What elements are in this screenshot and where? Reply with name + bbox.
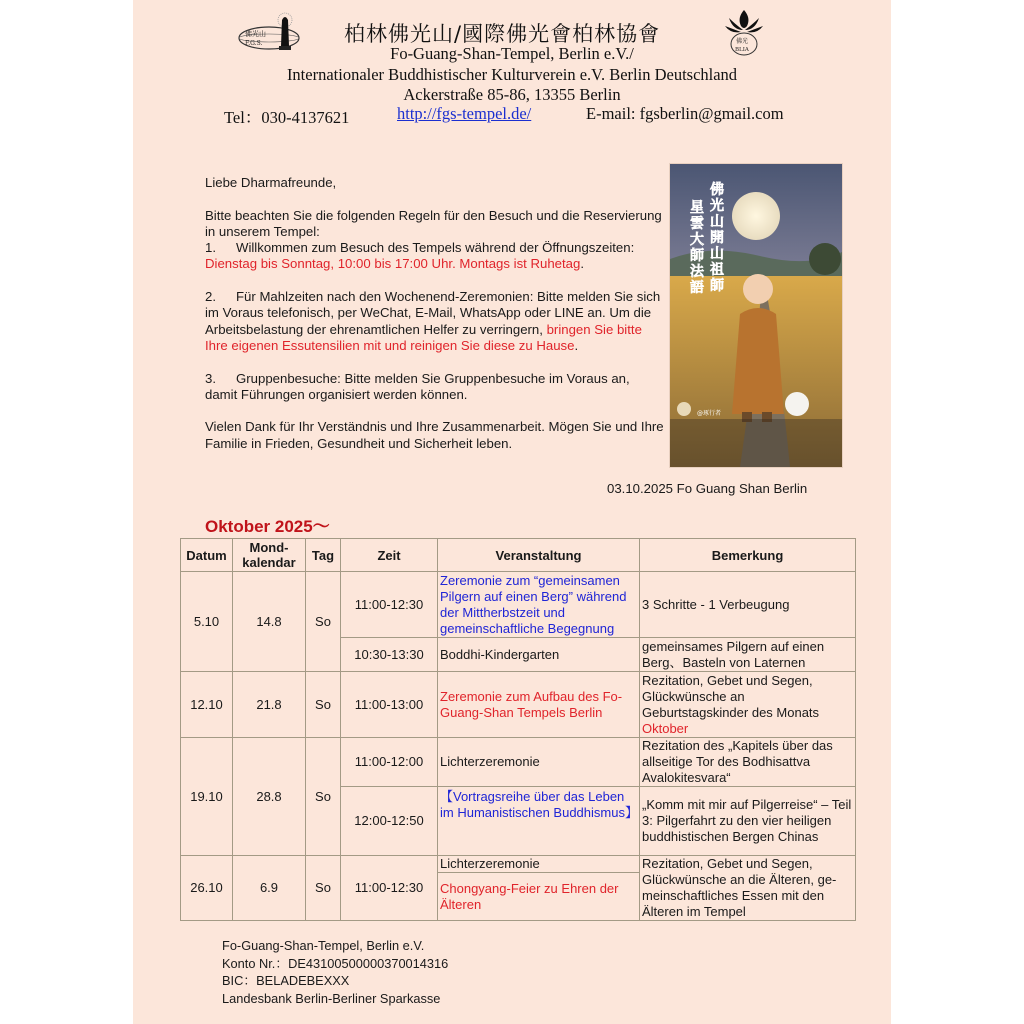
cell-datum: 19.10 bbox=[181, 738, 233, 856]
bank-name: Landesbank Berlin-Berliner Sparkasse bbox=[222, 990, 441, 1006]
org-title-cjk: 柏林佛光山/國際佛光會柏林協會 bbox=[344, 22, 661, 46]
rule-3: 3. Gruppenbesuche: Bitte melden Sie Gruppenbesuche im Voraus an, damit Führungen organisiert werden können. bbox=[205, 370, 630, 402]
bank-details bbox=[222, 937, 448, 1007]
cell-note: Rezitation des „Kapitels über das allseitige Tor des Bodhisattva Avalokitesvara“ bbox=[640, 738, 856, 787]
cell-event: Zeremonie zum Aufbau des Fo-Guang-Shan Tempels Berlin bbox=[438, 672, 640, 738]
table-row bbox=[181, 672, 856, 738]
schedule-table bbox=[180, 538, 856, 921]
master-hsing-yun-poster bbox=[669, 163, 843, 468]
cell-tag: So bbox=[306, 572, 341, 672]
photo-handle: @琢行者 bbox=[697, 410, 722, 417]
utensils-note: bringen Sie bitte Ihre eigenen Essutensilien mit und reinigen Sie diese zu Hause bbox=[205, 321, 642, 353]
header-mondkalendar: Mond- kalendar bbox=[233, 539, 306, 572]
cell-tag: So bbox=[306, 738, 341, 856]
cell-mond: 6.9 bbox=[233, 856, 306, 921]
rule-2: 2. Für Mahlzeiten nach den Wochenend-Zeremonien: Bitte melden Sie sich im Voraus telefonisch, per WeChat, E-Mail, WhatsApp oder LINE an. Um die Arbeitsbelastung der ehrenamtlichen Helfer zu verringern, bringen Sie bitte Ihre eigenen Essutensilien mit und reinigen Sie diese zu Hause. bbox=[205, 289, 661, 353]
account-number: Konto Nr.：DE43100500000370014316 bbox=[222, 955, 449, 971]
table-row bbox=[181, 572, 856, 638]
header-zeit: Zeit bbox=[341, 539, 438, 572]
month-title: Oktober 2025～ bbox=[205, 517, 330, 536]
calligraphy-col2: 星雲大師法語 bbox=[690, 200, 704, 296]
svg-text:佛光: 佛光 bbox=[736, 38, 749, 45]
account-holder: Fo-Guang-Shan-Tempel, Berlin e.V. bbox=[222, 938, 425, 953]
cell-zeit: 11:00-13:00 bbox=[341, 672, 438, 738]
svg-text:BLIA: BLIA bbox=[735, 47, 749, 53]
cell-datum: 12.10 bbox=[181, 672, 233, 738]
rule-1: 1. Willkommen zum Besuch des Tempels während der Öffnungszeiten: Dienstag bis Sonntag, 10:00 bis 17:00 Uhr. Montags ist Ruhetag. bbox=[205, 240, 635, 272]
cell-event: Zeremonie zum “gemeinsamen Pilgern auf einen Berg” während der Mittherbstzeit und gemeinschaftliche Begegnung bbox=[438, 572, 640, 638]
cell-mond: 28.8 bbox=[233, 738, 306, 856]
cell-tag: So bbox=[306, 856, 341, 921]
cell-event: Lichterzeremonie bbox=[438, 856, 640, 873]
cell-note: Rezitation, Gebet und Segen, Glückwünsche an Geburtstagskinder des Monats Oktober bbox=[640, 672, 856, 738]
cell-mond: 21.8 bbox=[233, 672, 306, 738]
cell-event: Boddhi-Kindergarten bbox=[438, 638, 640, 672]
cell-tag: So bbox=[306, 672, 341, 738]
cell-zeit: 11:00-12:00 bbox=[341, 738, 438, 787]
org-line: Fo-Guang-Shan-Tempel, Berlin e.V./ bbox=[390, 44, 634, 63]
calligraphy-col1: 佛光山開山祖師 bbox=[710, 182, 724, 294]
email: E-mail: fgsberlin@gmail.com bbox=[586, 104, 784, 123]
cell-zeit: 10:30-13:30 bbox=[341, 638, 438, 672]
cell-datum: 5.10 bbox=[181, 572, 233, 672]
cell-note: gemeinsames Pilgern auf einen Berg、Basteln von Laternen bbox=[640, 638, 856, 672]
table-row bbox=[181, 856, 856, 873]
phone: Tel：030-4137621 bbox=[224, 108, 350, 127]
cell-event: Lichterzeremonie bbox=[438, 738, 640, 787]
cell-zeit: 11:00-12:30 bbox=[341, 572, 438, 638]
opening-hours: Dienstag bis Sonntag, 10:00 bis 17:00 Uhr. Montags ist Ruhetag bbox=[205, 256, 581, 272]
greeting: Liebe Dharmafreunde, bbox=[205, 175, 337, 190]
cell-event: Chongyang-Feier zu Ehren der Älteren bbox=[438, 873, 640, 921]
fgs-logo-text: 佛光山 bbox=[245, 30, 266, 38]
cell-datum: 26.10 bbox=[181, 856, 233, 921]
header-datum: Datum bbox=[181, 539, 233, 572]
website-link[interactable]: http://fgs-tempel.de/ bbox=[397, 104, 532, 123]
letter-body bbox=[205, 175, 665, 452]
cell-note: Rezitation, Gebet und Segen, Glückwünsche an die Älteren, ge-meinschaftliches Essen mit den Älteren im Tempel bbox=[640, 856, 856, 921]
signature-date: 03.10.2025 Fo Guang Shan Berlin bbox=[607, 481, 808, 496]
closing: Vielen Dank für Ihr Verständnis und Ihre Zusammenarbeit. Mögen Sie und Ihre Familie in Frieden, Gesundheit und Sicherheit leben. bbox=[205, 419, 664, 451]
intro: Bitte beachten Sie die folgenden Regeln für den Besuch und die Reservierung in unserem Tempel: bbox=[205, 207, 662, 239]
org-line-2: Internationaler Buddhistischer Kulturverein e.V. Berlin Deutschland bbox=[286, 65, 738, 84]
header-bemerkung: Bemerkung bbox=[640, 539, 856, 572]
cell-zeit: 12:00-12:50 bbox=[341, 787, 438, 856]
address: Ackerstraße 85-86, 13355 Berlin bbox=[403, 85, 621, 104]
svg-text:F.G.S.: F.G.S. bbox=[245, 40, 263, 47]
table-header-row bbox=[181, 539, 856, 572]
cell-note: „Komm mit mir auf Pilgerreise“ – Teil 3: Pilgerfahrt zu den vier heiligen buddhistischen Bergen Chinas bbox=[640, 787, 856, 856]
bic: BIC：BELADEBEXXX bbox=[222, 973, 350, 988]
header-tag: Tag bbox=[306, 539, 341, 572]
cell-event: 【Vortragsreihe über das Leben im Humanistischen Buddhismus】 bbox=[438, 787, 640, 856]
cell-zeit: 11:00-12:30 bbox=[341, 856, 438, 921]
cell-note: 3 Schritte - 1 Verbeugung bbox=[640, 572, 856, 638]
header-veranstaltung: Veranstaltung bbox=[438, 539, 640, 572]
table-row bbox=[181, 738, 856, 787]
cell-mond: 14.8 bbox=[233, 572, 306, 672]
